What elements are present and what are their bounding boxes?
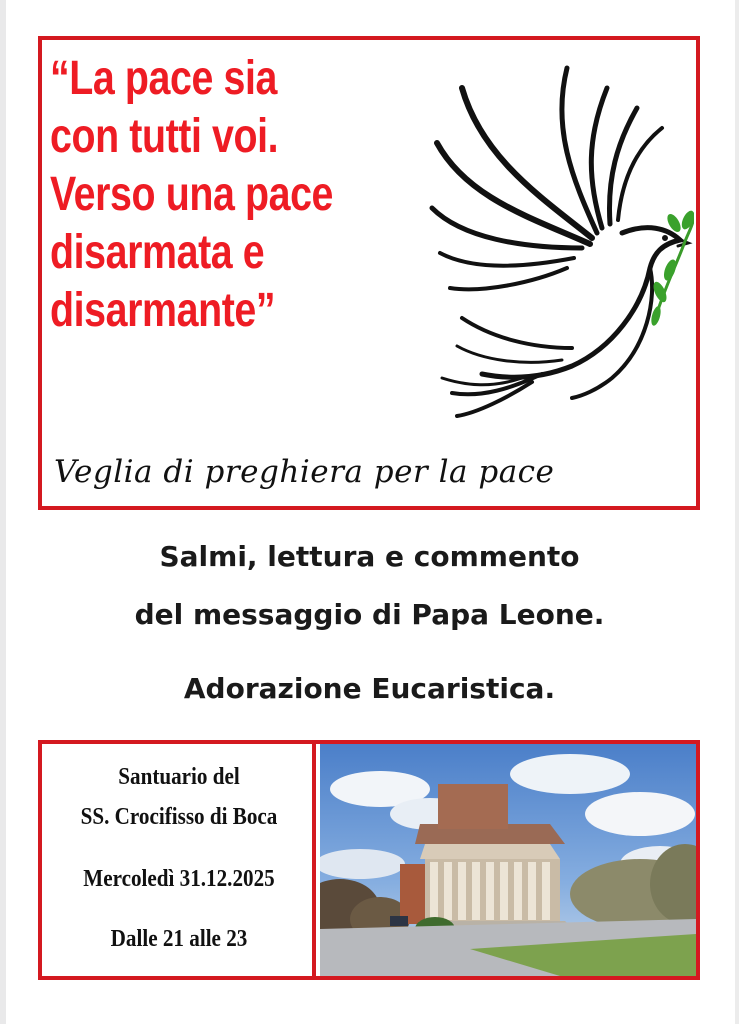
program-line-2: del messaggio di Papa Leone. [134, 598, 605, 631]
headline [50, 50, 362, 340]
event-time: Dalle 21 alle 23 [110, 926, 248, 952]
program-line-1: Salmi, lettura e commento [159, 540, 580, 573]
venue-line-1: Santuario del [118, 764, 240, 790]
event-info-box [38, 740, 700, 980]
subtitle: Veglia di preghiera per la pace [54, 454, 555, 490]
venue-line-2: SS. Crocifisso di Boca [80, 804, 278, 830]
adoration-line: Adorazione Eucaristica. [183, 672, 556, 705]
headline-line-1: “La pace sia [50, 52, 277, 105]
event-details [42, 744, 316, 976]
dove-with-olive-branch-icon [422, 48, 694, 424]
sanctuary-photo [320, 744, 696, 976]
headline-line-2: con tutti voi. [50, 110, 279, 163]
headline-box [38, 36, 700, 510]
headline-line-3: Verso una pace [50, 168, 334, 221]
event-date: Mercoledì 31.12.2025 [83, 866, 275, 892]
headline-line-4: disarmata e [50, 226, 265, 279]
headline-line-5: disarmante” [50, 284, 276, 337]
